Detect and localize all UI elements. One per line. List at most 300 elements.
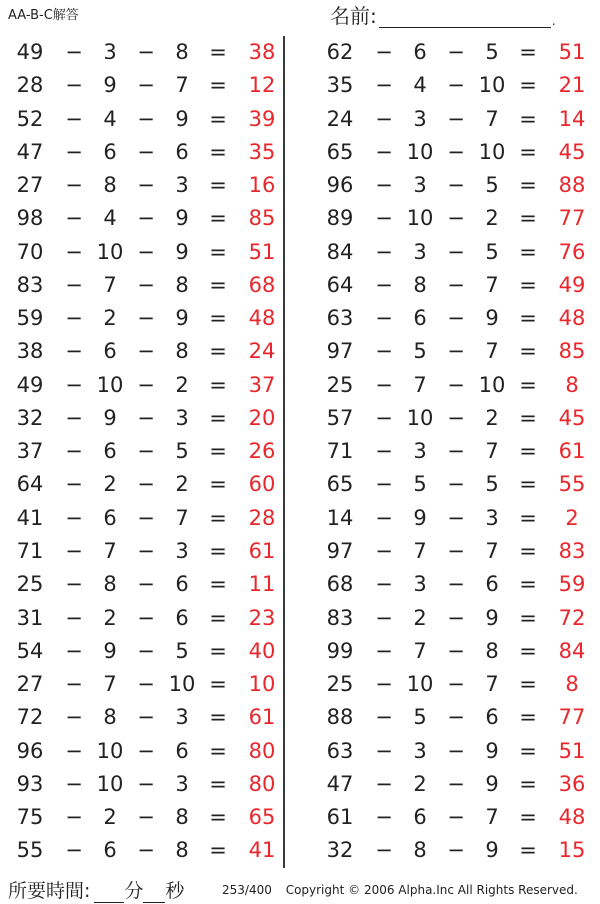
answer: 51 [248,239,276,264]
equals-sign: = [519,472,537,497]
minus-sign: − [65,705,83,730]
minus-sign: − [65,605,83,630]
subtrahend-2: 9 [175,106,189,131]
problem-row [0,535,290,568]
equals-sign: = [519,505,537,530]
minuend: 88 [326,705,354,730]
minuend: 96 [16,738,44,763]
problem-row [310,36,600,69]
minus-sign: − [137,206,155,231]
problem-row [0,735,290,768]
subtrahend-2: 7 [175,505,189,530]
problem-row [0,69,290,102]
minuend: 99 [326,638,354,663]
subtrahend-1: 5 [413,705,427,730]
problem-row [0,602,290,635]
problem-row [310,768,600,801]
answer: 59 [558,572,586,597]
footer-meta [222,883,578,897]
equals-sign: = [209,239,227,264]
problem-row [0,468,290,501]
equals-sign: = [519,705,537,730]
minus-sign: − [447,771,465,796]
equals-sign: = [519,771,537,796]
minus-sign: − [447,705,465,730]
minus-sign: − [447,206,465,231]
subtrahend-2: 6 [175,738,189,763]
minuend: 24 [326,106,354,131]
minus-sign: − [447,805,465,830]
minus-sign: − [447,40,465,64]
seconds-blank [143,882,165,903]
minus-sign: − [65,73,83,98]
problem-row [310,202,600,235]
subtrahend-1: 3 [413,239,427,264]
problem-row [310,635,600,668]
subtrahend-1: 6 [103,505,117,530]
subtrahend-1: 9 [103,405,117,430]
problem-row [0,36,290,69]
subtrahend-2: 8 [175,40,189,64]
problem-row [0,834,290,867]
minus-sign: − [447,306,465,331]
equals-sign: = [519,40,537,64]
subtrahend-2: 7 [485,538,499,563]
minutes-label: 分 [124,880,144,902]
minuend: 62 [326,40,354,64]
answer: 83 [558,538,586,563]
subtrahend-1: 10 [96,771,124,796]
subtrahend-2: 3 [175,405,189,430]
problem-row [0,236,290,269]
equals-sign: = [209,705,227,730]
minuend: 72 [16,705,44,730]
subtrahend-2: 7 [485,272,499,297]
problem-row [310,568,600,601]
equals-sign: = [209,538,227,563]
answer: 40 [248,638,276,663]
subtrahend-2: 6 [485,705,499,730]
subtrahend-1: 2 [413,771,427,796]
subtrahend-2: 2 [175,372,189,397]
minus-sign: − [137,339,155,364]
minus-sign: − [65,838,83,863]
equals-sign: = [519,272,537,297]
problem-row [310,834,600,867]
minuend: 27 [16,173,44,198]
minus-sign: − [65,339,83,364]
equals-sign: = [519,206,537,231]
minus-sign: − [375,239,393,264]
subtrahend-1: 3 [103,40,117,64]
answer: 85 [558,339,586,364]
subtrahend-1: 7 [103,272,117,297]
minus-sign: − [447,605,465,630]
minutes-blank [94,882,124,903]
problem-row [310,468,600,501]
minus-sign: − [65,372,83,397]
column-divider [283,36,285,868]
subtrahend-2: 9 [485,738,499,763]
subtrahend-1: 2 [103,472,117,497]
equals-sign: = [209,139,227,164]
minuend: 83 [16,272,44,297]
minuend: 54 [16,638,44,663]
subtrahend-1: 2 [103,306,117,331]
left-problem-column [0,36,290,868]
subtrahend-2: 5 [485,239,499,264]
subtrahend-2: 8 [175,339,189,364]
minus-sign: − [375,605,393,630]
answer: 8 [565,672,579,697]
equals-sign: = [519,805,537,830]
answer: 48 [558,805,586,830]
right-problem-column [310,36,600,868]
subtrahend-1: 10 [406,405,434,430]
minuend: 28 [16,73,44,98]
minus-sign: − [375,306,393,331]
minus-sign: − [447,405,465,430]
equals-sign: = [519,672,537,697]
subtrahend-2: 7 [175,73,189,98]
equals-sign: = [519,405,537,430]
minuend: 49 [16,372,44,397]
answer: 48 [558,306,586,331]
minus-sign: − [447,505,465,530]
minus-sign: − [447,572,465,597]
minuend: 93 [16,771,44,796]
minuend: 97 [326,339,354,364]
minuend: 25 [326,372,354,397]
answer: 76 [558,239,586,264]
subtrahend-2: 3 [175,705,189,730]
answer: 49 [558,272,586,297]
minus-sign: − [375,672,393,697]
minus-sign: − [375,372,393,397]
problem-row [0,568,290,601]
equals-sign: = [209,505,227,530]
minuend: 52 [16,106,44,131]
answer: 35 [248,139,276,164]
problem-row [0,635,290,668]
subtrahend-2: 10 [478,372,506,397]
answer: 20 [248,405,276,430]
minus-sign: − [375,173,393,198]
subtrahend-2: 9 [485,771,499,796]
minus-sign: − [137,805,155,830]
equals-sign: = [519,106,537,131]
equals-sign: = [209,672,227,697]
minus-sign: − [137,40,155,64]
equals-sign: = [209,40,227,64]
minus-sign: − [447,538,465,563]
minus-sign: − [447,239,465,264]
minus-sign: − [137,272,155,297]
equals-sign: = [209,106,227,131]
problem-row [310,103,600,136]
subtrahend-2: 9 [485,605,499,630]
subtrahend-1: 5 [413,472,427,497]
problem-row [0,302,290,335]
subtrahend-1: 7 [103,672,117,697]
subtrahend-2: 3 [175,771,189,796]
problem-row [0,801,290,834]
minus-sign: − [137,505,155,530]
problem-row [0,103,290,136]
problem-row [310,69,600,102]
subtrahend-2: 9 [485,838,499,863]
answer: 14 [558,106,586,131]
subtrahend-1: 3 [413,173,427,198]
minus-sign: − [137,738,155,763]
subtrahend-2: 7 [485,439,499,464]
minus-sign: − [65,738,83,763]
minuend: 31 [16,605,44,630]
subtrahend-2: 8 [175,805,189,830]
problem-row [310,369,600,402]
answer: 72 [558,605,586,630]
equals-sign: = [519,538,537,563]
problem-row [310,701,600,734]
subtrahend-1: 6 [413,40,427,64]
equals-sign: = [519,173,537,198]
minuend: 37 [16,439,44,464]
minus-sign: − [65,40,83,64]
answer: 37 [248,372,276,397]
minus-sign: − [65,106,83,131]
subtrahend-1: 2 [413,605,427,630]
equals-sign: = [209,439,227,464]
problem-row [310,535,600,568]
minus-sign: − [375,472,393,497]
subtrahend-1: 7 [413,538,427,563]
subtrahend-2: 9 [175,306,189,331]
minus-sign: − [375,538,393,563]
minus-sign: − [375,771,393,796]
problem-row [0,701,290,734]
problem-row [310,335,600,368]
problem-row [0,768,290,801]
minus-sign: − [375,272,393,297]
subtrahend-2: 6 [175,572,189,597]
equals-sign: = [209,73,227,98]
minus-sign: − [447,339,465,364]
minus-sign: − [375,106,393,131]
subtrahend-1: 8 [103,572,117,597]
minus-sign: − [137,572,155,597]
minus-sign: − [447,672,465,697]
problem-row [0,369,290,402]
subtrahend-2: 10 [478,73,506,98]
minus-sign: − [375,638,393,663]
name-end-dot: . [551,14,556,28]
subtrahend-1: 6 [103,139,117,164]
subtrahend-2: 9 [175,206,189,231]
answer: 88 [558,173,586,198]
minuend: 71 [326,439,354,464]
subtrahend-2: 2 [485,405,499,430]
minus-sign: − [375,705,393,730]
subtrahend-1: 8 [413,838,427,863]
minus-sign: − [137,705,155,730]
subtrahend-1: 10 [96,738,124,763]
answer: 77 [558,705,586,730]
minus-sign: − [375,206,393,231]
minus-sign: − [137,239,155,264]
equals-sign: = [519,605,537,630]
equals-sign: = [519,638,537,663]
minus-sign: − [375,805,393,830]
minuend: 97 [326,538,354,563]
equals-sign: = [519,572,537,597]
subtrahend-1: 7 [413,638,427,663]
minus-sign: − [447,472,465,497]
subtrahend-1: 6 [103,439,117,464]
equals-sign: = [209,771,227,796]
minuend: 57 [326,405,354,430]
answer: 15 [558,838,586,863]
minuend: 71 [16,538,44,563]
problem-row [0,169,290,202]
equals-sign: = [209,472,227,497]
minuend: 63 [326,306,354,331]
problem-row [310,169,600,202]
answer: 80 [248,738,276,763]
minus-sign: − [65,672,83,697]
page-counter: 253/400 [222,883,272,897]
problem-row [0,335,290,368]
minus-sign: − [137,439,155,464]
minuend: 32 [16,405,44,430]
answer: 61 [248,538,276,563]
minus-sign: − [447,173,465,198]
minuend: 83 [326,605,354,630]
problem-row [0,402,290,435]
subtrahend-1: 9 [413,505,427,530]
minuend: 89 [326,206,354,231]
subtrahend-1: 3 [413,738,427,763]
answer: 23 [248,605,276,630]
subtrahend-2: 5 [485,173,499,198]
equals-sign: = [209,805,227,830]
minus-sign: − [65,272,83,297]
equals-sign: = [209,173,227,198]
minus-sign: − [65,638,83,663]
name-blank-line [379,5,551,28]
minus-sign: − [137,605,155,630]
answer: 51 [558,40,586,64]
minus-sign: − [375,339,393,364]
answer: 24 [248,339,276,364]
minuend: 47 [16,139,44,164]
subtrahend-2: 6 [175,605,189,630]
answer: 61 [558,439,586,464]
name-label: 名前: [330,4,377,28]
subtrahend-1: 4 [103,106,117,131]
minus-sign: − [375,439,393,464]
minus-sign: − [137,372,155,397]
minus-sign: − [137,173,155,198]
subtrahend-2: 5 [175,638,189,663]
equals-sign: = [519,372,537,397]
minuend: 64 [16,472,44,497]
minus-sign: − [65,805,83,830]
problem-row [310,801,600,834]
equals-sign: = [209,339,227,364]
subtrahend-2: 10 [478,139,506,164]
minus-sign: − [137,106,155,131]
minus-sign: − [375,572,393,597]
equals-sign: = [209,838,227,863]
minus-sign: − [375,40,393,64]
answer: 41 [248,838,276,863]
equals-sign: = [209,605,227,630]
subtrahend-2: 8 [485,638,499,663]
time-taken-area [8,876,184,903]
minus-sign: − [65,239,83,264]
subtrahend-1: 4 [103,206,117,231]
minus-sign: − [447,272,465,297]
answer: 84 [558,638,586,663]
minuend: 63 [326,738,354,763]
minus-sign: − [375,738,393,763]
answer: 68 [248,272,276,297]
problem-row [310,668,600,701]
subtrahend-1: 2 [103,805,117,830]
answer: 77 [558,206,586,231]
subtrahend-2: 6 [485,572,499,597]
minus-sign: − [137,139,155,164]
subtrahend-2: 9 [175,239,189,264]
answer: 21 [558,73,586,98]
minus-sign: − [447,638,465,663]
equals-sign: = [519,439,537,464]
minus-sign: − [447,139,465,164]
minus-sign: − [447,838,465,863]
minuend: 84 [326,239,354,264]
subtrahend-2: 10 [168,672,196,697]
equals-sign: = [519,838,537,863]
subtrahend-2: 6 [175,139,189,164]
problem-row [310,236,600,269]
answer: 12 [248,73,276,98]
seconds-label: 秒 [165,880,185,902]
subtrahend-1: 5 [413,339,427,364]
minus-sign: − [65,439,83,464]
subtrahend-2: 8 [175,272,189,297]
equals-sign: = [209,638,227,663]
equals-sign: = [209,372,227,397]
minus-sign: − [65,405,83,430]
answer: 61 [248,705,276,730]
subtrahend-2: 2 [485,206,499,231]
equals-sign: = [519,73,537,98]
answer: 36 [558,771,586,796]
minus-sign: − [137,771,155,796]
answer: 45 [558,139,586,164]
subtrahend-1: 3 [413,106,427,131]
answer: 8 [565,372,579,397]
minuend: 61 [326,805,354,830]
subtrahend-2: 5 [485,40,499,64]
minuend: 64 [326,272,354,297]
equals-sign: = [519,738,537,763]
answer: 28 [248,505,276,530]
minus-sign: − [65,472,83,497]
problem-row [310,735,600,768]
copyright-text: Copyright © 2006 Alpha.Inc All Rights Reserved. [285,883,578,897]
minus-sign: − [447,106,465,131]
